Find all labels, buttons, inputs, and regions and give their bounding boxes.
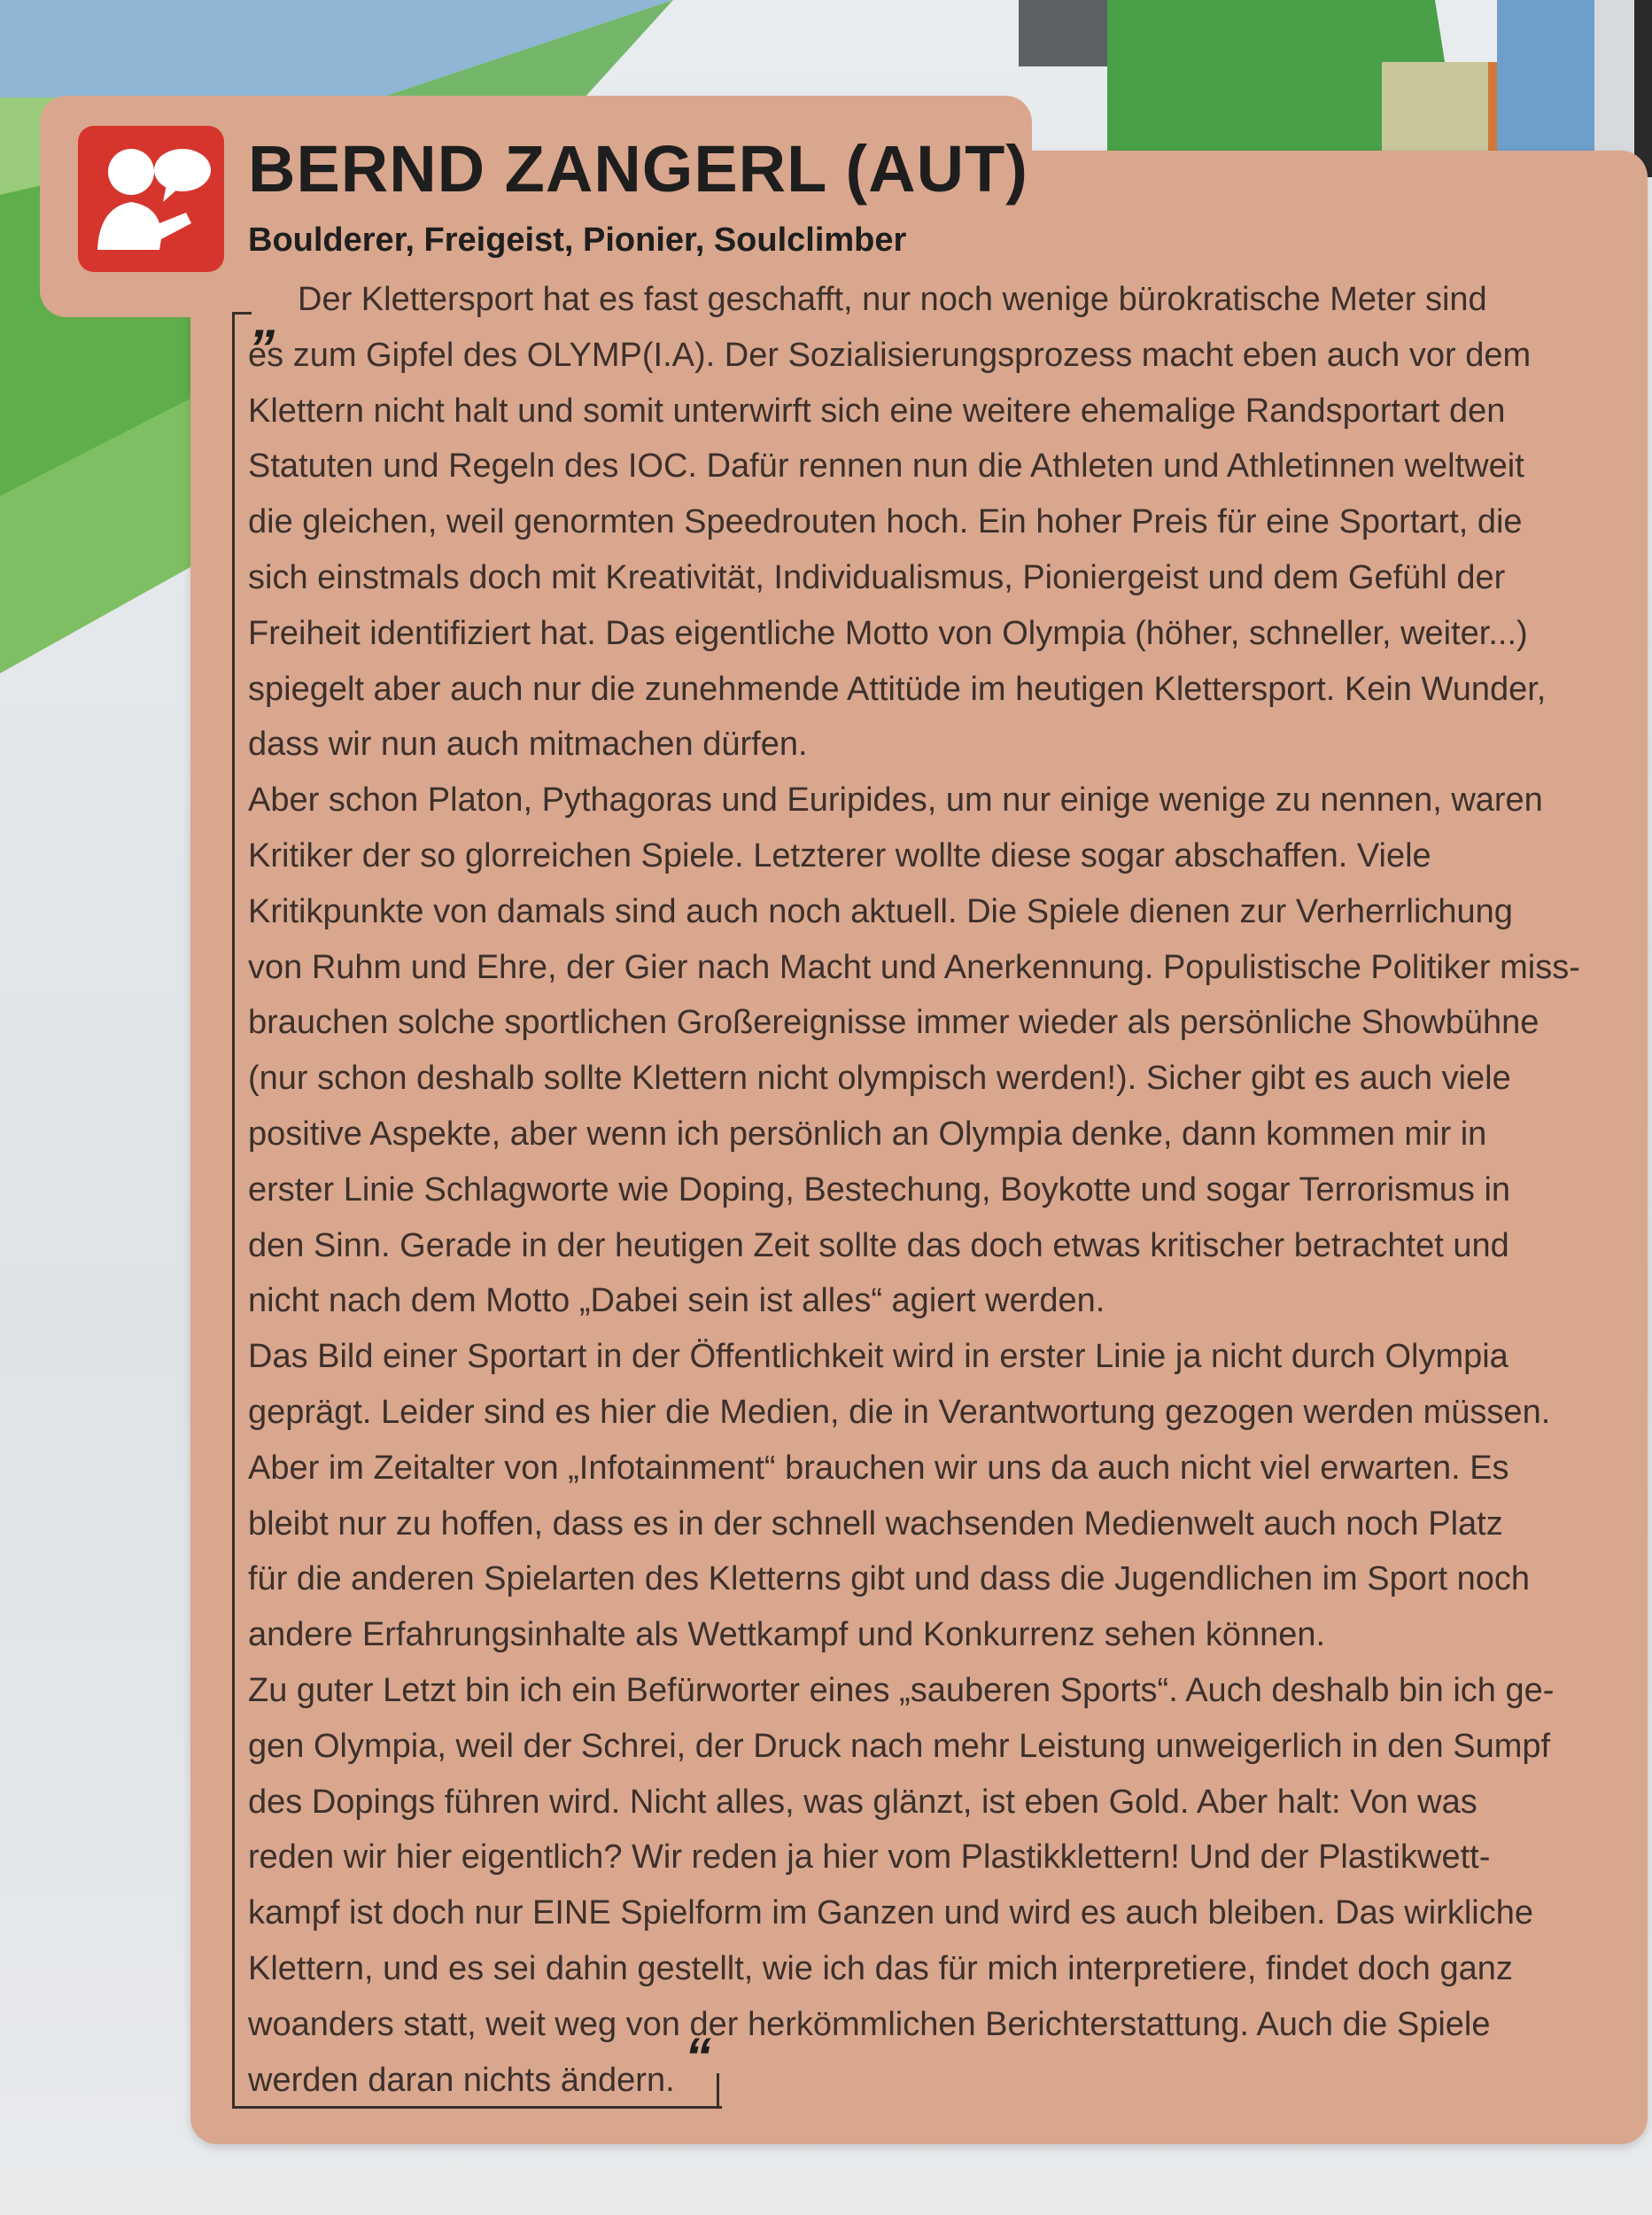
quote-line: spiegelt aber auch nur die zunehmende Attitüde im heutigen Klettersport. Kein Wunder, [248,670,1547,708]
quote-line: den Sinn. Gerade in der heutigen Zeit sollte das doch etwas kritischer betrachtet und [248,1226,1509,1264]
quote-close-mark: “ [685,2027,711,2087]
quote-line: Kritiker der so glorreichen Spiele. Letzterer wollte diese sogar abschaffen. Viele [248,836,1431,874]
quote-line: Klettern, und es sei dahin gestellt, wie ich das für mich interpretiere, findet doch ganz [248,1949,1513,1987]
speech-person-icon [78,126,224,272]
quote-line: es zum Gipfel des OLYMP(I.A). Der Sozialisierungsprozess macht eben auch vor dem [248,336,1532,374]
quote-line: kampf ist doch nur EINE Spielform im Ganzen und wird es auch bleiben. Das wirkliche [248,1894,1533,1932]
quote-line: geprägt. Leider sind es hier die Medien, die in Verantwortung gezogen werden müssen. [248,1393,1551,1431]
quote-line: (nur schon deshalb sollte Klettern nicht olympisch werden!). Sicher gibt es auch viele [248,1060,1511,1098]
quote-line: Statuten und Regeln des IOC. Dafür rennen nun die Athleten und Athletinnen weltweit [248,447,1524,486]
quote-open-mark: „ [253,289,280,348]
quote-line: dass wir nun auch mitmachen dürfen. [248,726,808,764]
quote-line: für die anderen Spielarten des Kletterns gibt und dass die Jugendlichen im Sport noch [248,1560,1531,1598]
quote-line: von Ruhm und Ehre, der Gier nach Macht und Anerkennung. Populistische Politiker miss- [248,948,1580,986]
quote-line: gen Olympia, weil der Schrei, der Druck nach mehr Leistung unweigerlich in den Sumpf [248,1727,1551,1765]
quote-line: Zu guter Letzt bin ich ein Befürworter eines „sauberen Sports“. Auch deshalb bin ich ge- [248,1671,1555,1709]
person-tags: Boulderer, Freigeist, Pionier, Soulclimber [248,222,907,259]
quote-line: Aber im Zeitalter von „Infotainment“ brauchen wir uns da auch nicht viel erwarten. Es [248,1449,1509,1487]
quote-line: erster Linie Schlagworte wie Doping, Bestechung, Boykotte und sogar Terrorismus in [248,1170,1511,1209]
quote-line: Klettern nicht halt und somit unterwirft sich eine weitere ehemalige Randsportart den [248,392,1506,430]
quote-line: Freiheit identifiziert hat. Das eigentliche Motto von Olympia (höher, schneller, weiter...) [248,614,1528,652]
quote-line: Der Klettersport hat es fast geschafft, nur noch wenige bürokratische Meter sind [298,281,1487,318]
quote-line: Aber schon Platon, Pythagoras und Euripides, um nur einige wenige zu nennen, waren [248,781,1543,820]
quote-line: nicht nach dem Motto „Dabei sein ist alles“ agiert werden. [248,1282,1105,1320]
quote-line: Kritikpunkte von damals sind auch noch aktuell. Die Spiele dienen zur Verherrlichung [248,892,1513,930]
quote-line: Das Bild einer Sportart in der Öffentlichkeit wird in erster Linie ja nicht durch Olympia [248,1338,1509,1376]
quote-line: brauchen solche sportlichen Großereignisse immer wieder als persönliche Showbühne [248,1004,1540,1042]
quote-line: woanders statt, weit weg von der herkömmlichen Berichterstattung. Auch die Spiele [248,2005,1491,2043]
quote-line: sich einstmals doch mit Kreativität, Individualismus, Pioniergeist und dem Gefühl der [248,558,1506,596]
person-name: BERND ZANGERL (AUT) [248,132,1028,206]
quote-text [248,272,1612,2108]
quote-line: die gleichen, weil genormten Speedrouten hoch. Ein hoher Preis für eine Sportart, die [248,503,1523,541]
quote-line: andere Erfahrungsinhalte als Wettkampf und Konkurrenz sehen können. [248,1616,1326,1654]
quote-line: positive Aspekte, aber wenn ich persönlich an Olympia denke, dann kommen mir in [248,1115,1487,1153]
quote-line: reden wir hier eigentlich? Wir reden ja hier vom Plastikklettern! Und der Plastikwett- [248,1838,1491,1877]
quote-line: des Dopings führen wird. Nicht alles, was glänzt, ist eben Gold. Aber halt: Von was [248,1783,1477,1821]
quote-line: bleibt nur zu hoffen, dass es in der schnell wachsenden Medienwelt auch noch Platz [248,1504,1503,1543]
quote-line: werden daran nichts ändern. [248,2061,675,2099]
